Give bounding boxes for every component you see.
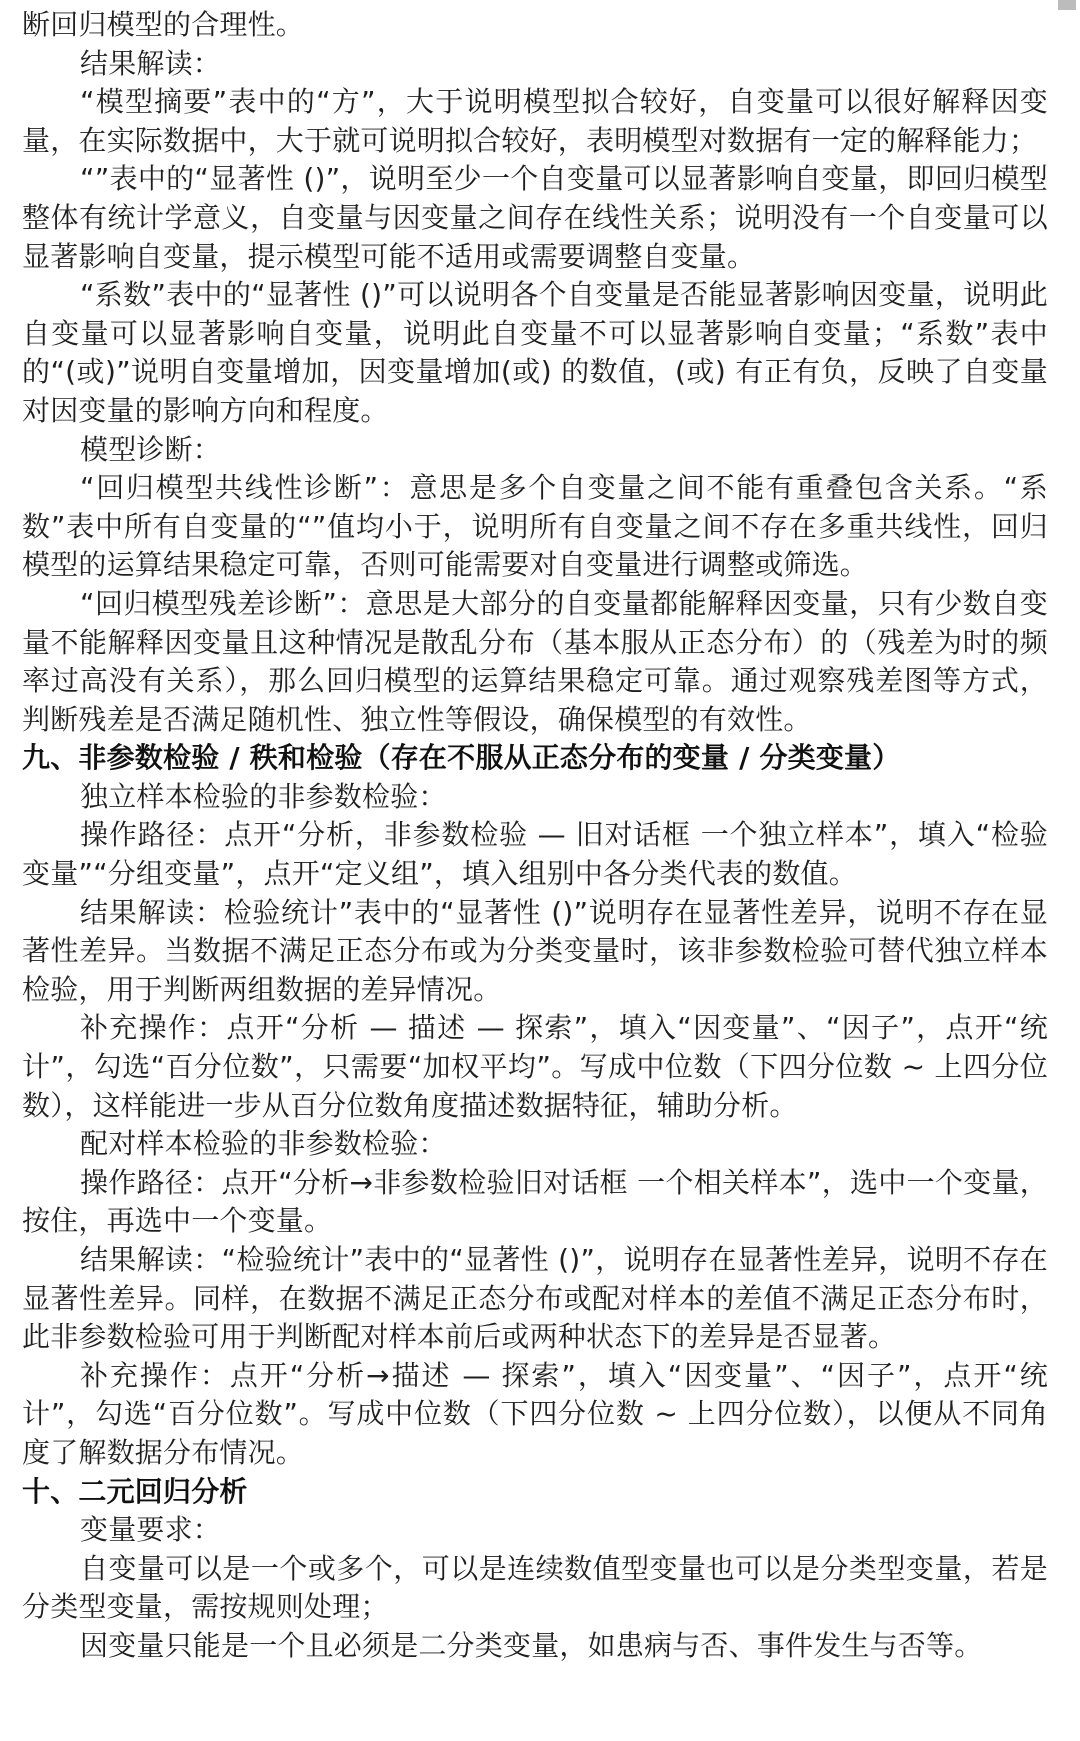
subheading-model-diagnosis: 模型诊断： — [80, 432, 222, 466]
section-heading-nonparametric: 九、非参数检验 / 秩和检验（存在不服从正态分布的变量 / 分类变量） — [22, 741, 901, 775]
page-edge-mark — [1058, 0, 1076, 10]
subheading-independent-samples: 独立样本检验的非参数检验： — [80, 779, 447, 813]
paragraph-significance: “”表中的“显著性 ()”，说明至少一个自变量可以显著影响自变量，即回归模型整体有统计学意义，自变量与因变量之间存在线性关系；说明没有一个自变量可以显著影响自变量，提示模型可能不适用或需要调整自变量。 — [22, 162, 1048, 273]
paragraph-collinearity: “回归模型共线性诊断”：意思是多个自变量之间不能有重叠包含关系。“系数”表中所有自变量的“”值均小于，说明所有自变量之间不存在多重共线性，回归模型的运算结果稳定可靠，否则可能需要对自变量进行调整或筛选。 — [22, 471, 1048, 582]
paragraph-paired-operation: 操作路径：点开“分析→非参数检验旧对话框 一个相关样本”，选中一个变量，按住，再选中一个变量。 — [22, 1165, 1048, 1238]
subheading-paired-samples: 配对样本检验的非参数检验： — [80, 1127, 447, 1161]
paragraph-model-summary: “模型摘要”表中的“方”，大于说明模型拟合较好，自变量可以很好解释因变量，在实际数据中，大于就可说明拟合较好，表明模型对数据有一定的解释能力； — [22, 85, 1048, 157]
paragraph-paired-supplement: 补充操作：点开“分析→描述 — 探索”，填入“因变量”、“因子”，点开“统计”，勾选“百分位数”。写成中位数（下四分位数 ~ 上四分位数），以便从不同角度了解数据分布情况。 — [22, 1358, 1048, 1469]
paragraph-residual: “回归模型残差诊断”：意思是大部分的自变量都能解释因变量，只有少数自变量不能解释因变量且这种情况是散乱分布（基本服从正态分布）的（残差为时的频率过高没有关系），那么回归模型的运算结果稳定可靠。通过观察残差图等方式，判断残差是否满足随机性、独立性等假设，确保模型的有效性。 — [22, 586, 1048, 736]
paragraph-independent-variables: 自变量可以是一个或多个，可以是连续数值型变量也可以是分类型变量，若是分类型变量，需按规则处理； — [22, 1551, 1048, 1624]
section-heading-binary-regression: 十、二元回归分析 — [22, 1474, 248, 1508]
subheading-result-interpretation: 结果解读： — [80, 46, 222, 80]
paragraph-continuation: 断回归模型的合理性。 — [22, 8, 305, 41]
subheading-variable-requirements: 变量要求： — [80, 1513, 222, 1547]
paragraph-independent-operation: 操作路径：点开“分析，非参数检验 — 旧对话框 一个独立样本”，填入“检验变量”“分组变量”，点开“定义组”，填入组别中各分类代表的数值。 — [22, 818, 1048, 891]
paragraph-coefficients: “系数”表中的“显著性 ()”可以说明各个自变量是否能显著影响因变量，说明此自变量可以显著影响自变量，说明此自变量不可以显著影响自变量；“系数”表中的“(或)”说明自变量增加，因变量增加(或) 的数值，(或) 有正有负，反映了自变量对因变量的影响方向和程度。 — [22, 278, 1048, 427]
paragraph-independent-supplement: 补充操作：点开“分析 — 描述 — 探索”，填入“因变量”、“因子”，点开“统计”，勾选“百分位数”，只需要“加权平均”。写成中位数（下四分位数 ~ 上四分位数），这样能进一步从百分位数角度描述数据特征，辅助分析。 — [22, 1011, 1048, 1122]
paragraph-dependent-variable: 因变量只能是一个且必须是二分类变量，如患病与否、事件发生与否等。 — [80, 1628, 983, 1662]
paragraph-independent-result: 结果解读：检验统计”表中的“显著性 ()”说明存在显著性差异，说明不存在显著性差异。当数据不满足正态分布或为分类变量时，该非参数检验可替代独立样本检验，用于判断两组数据的差异情况。 — [22, 895, 1048, 1006]
paragraph-paired-result: 结果解读：“检验统计”表中的“显著性 ()”，说明存在显著性差异，说明不存在显著性差异。同样，在数据不满足正态分布或配对样本的差值不满足正态分布时，此非参数检验可用于判断配对样本前后或两种状态下的差异是否显著。 — [22, 1243, 1048, 1354]
